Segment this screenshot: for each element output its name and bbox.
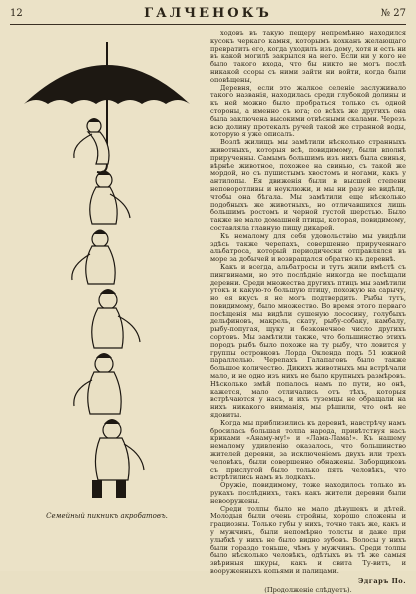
acrobats-umbrella-illustration bbox=[12, 34, 202, 510]
article-text bbox=[210, 29, 406, 594]
article-paragraph: Какъ и всегда, альбатросы и тутъ жили вмѣстѣ съ пингвинами, но это послѣдніе никогда не посѣщали деревни. Среди множества другихъ птицъ мы замѣтили утокъ и какую-то большую птицу, похожую на сарычу, но ея вкусъ я не могъ подтвердить. Рыбы тутъ, повидимому, было множество. Во время этого перваго посѣщенія мы видѣли сушеную лососину, голубыхъ дельфиновъ, макрель, скату, рыбу-собаку, камбалу, рыбу-попугая, щуку и безконечное число другихъ сортовъ. Мы замѣтили также, что большинство этихъ породъ рыбъ было похоже на ту рыбу, что ловится у группы островковъ Лорда Окленда подъ 51 южной параллелью. Черепахъ Галапаговъ было также большое количество. Дикихъ животныхъ мы встрѣчали мало, и не одно изъ нихъ не было крупныхъ размѣровъ. Нѣсколько змѣй попалось намъ по пути, но онѣ, кажется, мало отличались отъ тѣхъ, которыя встрѣчаются у насъ, и ихъ туземцы не обращали на нихъ никакого вниманія, мы рѣшили, что онѣ не ядовиты. bbox=[210, 262, 406, 420]
article-paragraph: Оружіе, повидимому, тоже находилось только въ рукахъ послѣднихъ, такъ какъ жители деревни были невооружены. bbox=[210, 481, 406, 505]
continuation-note: (Продолженіе слѣдуетъ). bbox=[264, 585, 352, 594]
journal-title: ГАЛЧЕНОКЪ bbox=[144, 6, 272, 21]
article-paragraph: Возлѣ жилищъ мы замѣтили нѣсколько странныхъ животныхъ, которыя всѣ, повидимому, были вполнѣ прирученны. Самымъ большимъ изъ нихъ была свинья, вѣрнѣе животное, похожее на свинью, съ такой же мордой, но съ пушистымъ хвостомъ и ногами, какъ у антилопы. Ея движенія были в высшей степени неповоротливы и неуклюжи, и мы ни разу не видѣли, чтобы она бѣгала. Мы замѣтили еще нѣсколько подобныхъ же животныхъ, но отличавшихся лишь большимъ ростомъ и черной густой шерстью. Было также не мало домашней птицы, которая, повидимому, составляла главную пищу дикарей. bbox=[210, 138, 406, 232]
page-number: 12 bbox=[10, 8, 23, 19]
author-signature: Эдгаръ По. bbox=[358, 576, 406, 585]
header-rule bbox=[10, 24, 406, 25]
issue-number: № 27 bbox=[380, 8, 406, 19]
article-paragraph: Деревня, если это жалкое селеніе заслуживало такого названія, находилась среди глубокой долины и къ ней можно было пробраться только съ одной стороны, а именно съ юга; со всѣхъ же другихъ она была заключена высокими отвѣсными скалами. Черезъ всю долину протекалъ ручей такой же странной воды, которую я уже описалъ. bbox=[210, 83, 406, 139]
article-paragraph: Когда мы приблизились къ деревнѣ, навстрѣчу намъ бросилась большая толпа народа, привѣтствуя насъ криками «Анаму-му!» и «Лама-Лама!». Къ нашему немалому удивленію оказалось, что большинство жителей деревни, за исключеніемъ двухъ или трехъ человѣкъ, были совершенно обнажены. Заборщиковъ съ прислугой было только пять человѣкъ, что встрѣтились намъ въ лодкахъ. bbox=[210, 418, 406, 482]
illustration-caption: Семейный пикникъ акробатовъ. bbox=[46, 512, 168, 520]
page-header bbox=[10, 6, 406, 24]
article-paragraph: ходовъ въ такую пещеру непремѣнно находился кусокъ черкаго камня, которымъ кохканъ желающаго превратить его, когда уходилъ изъ дому, хотя и есть ни въ какой могилѣ закрылся на него. Если ни у кого не было такого входа, что бы никто не могъ послѣ никакой ссоры съ ними зайти ни войти, когда были оповѣщены, bbox=[210, 29, 406, 84]
article-paragraph: Среди толпы было не мало дѣвушекъ и дѣтей. Молодыя были очень стройны, хорошо сложены и грациозны. Только губы у нихъ, точно такъ же, какъ и у мужчинъ, были непомѣрно толсты и даже при улыбкѣ у нихъ не было видно зубовъ. Волосы у нихъ были гораздо тоньше, чѣмъ у мужчинъ. Среди толпы было нѣсколько человѣкъ, одѣтыхъ въ тѣ же самыя звѣриныя шкуры, какъ и свита Ту-витъ, и вооруженныхъ копьями и палицами. bbox=[210, 504, 406, 575]
article-paragraph: Къ немалому для себя удовольствію мы увидѣли здѣсь также черепахъ, совершенно прирученнаго альбатроса, который периодически отправлялся въ море за добычей и возвращался обратно къ деревнѣ. bbox=[210, 231, 406, 264]
